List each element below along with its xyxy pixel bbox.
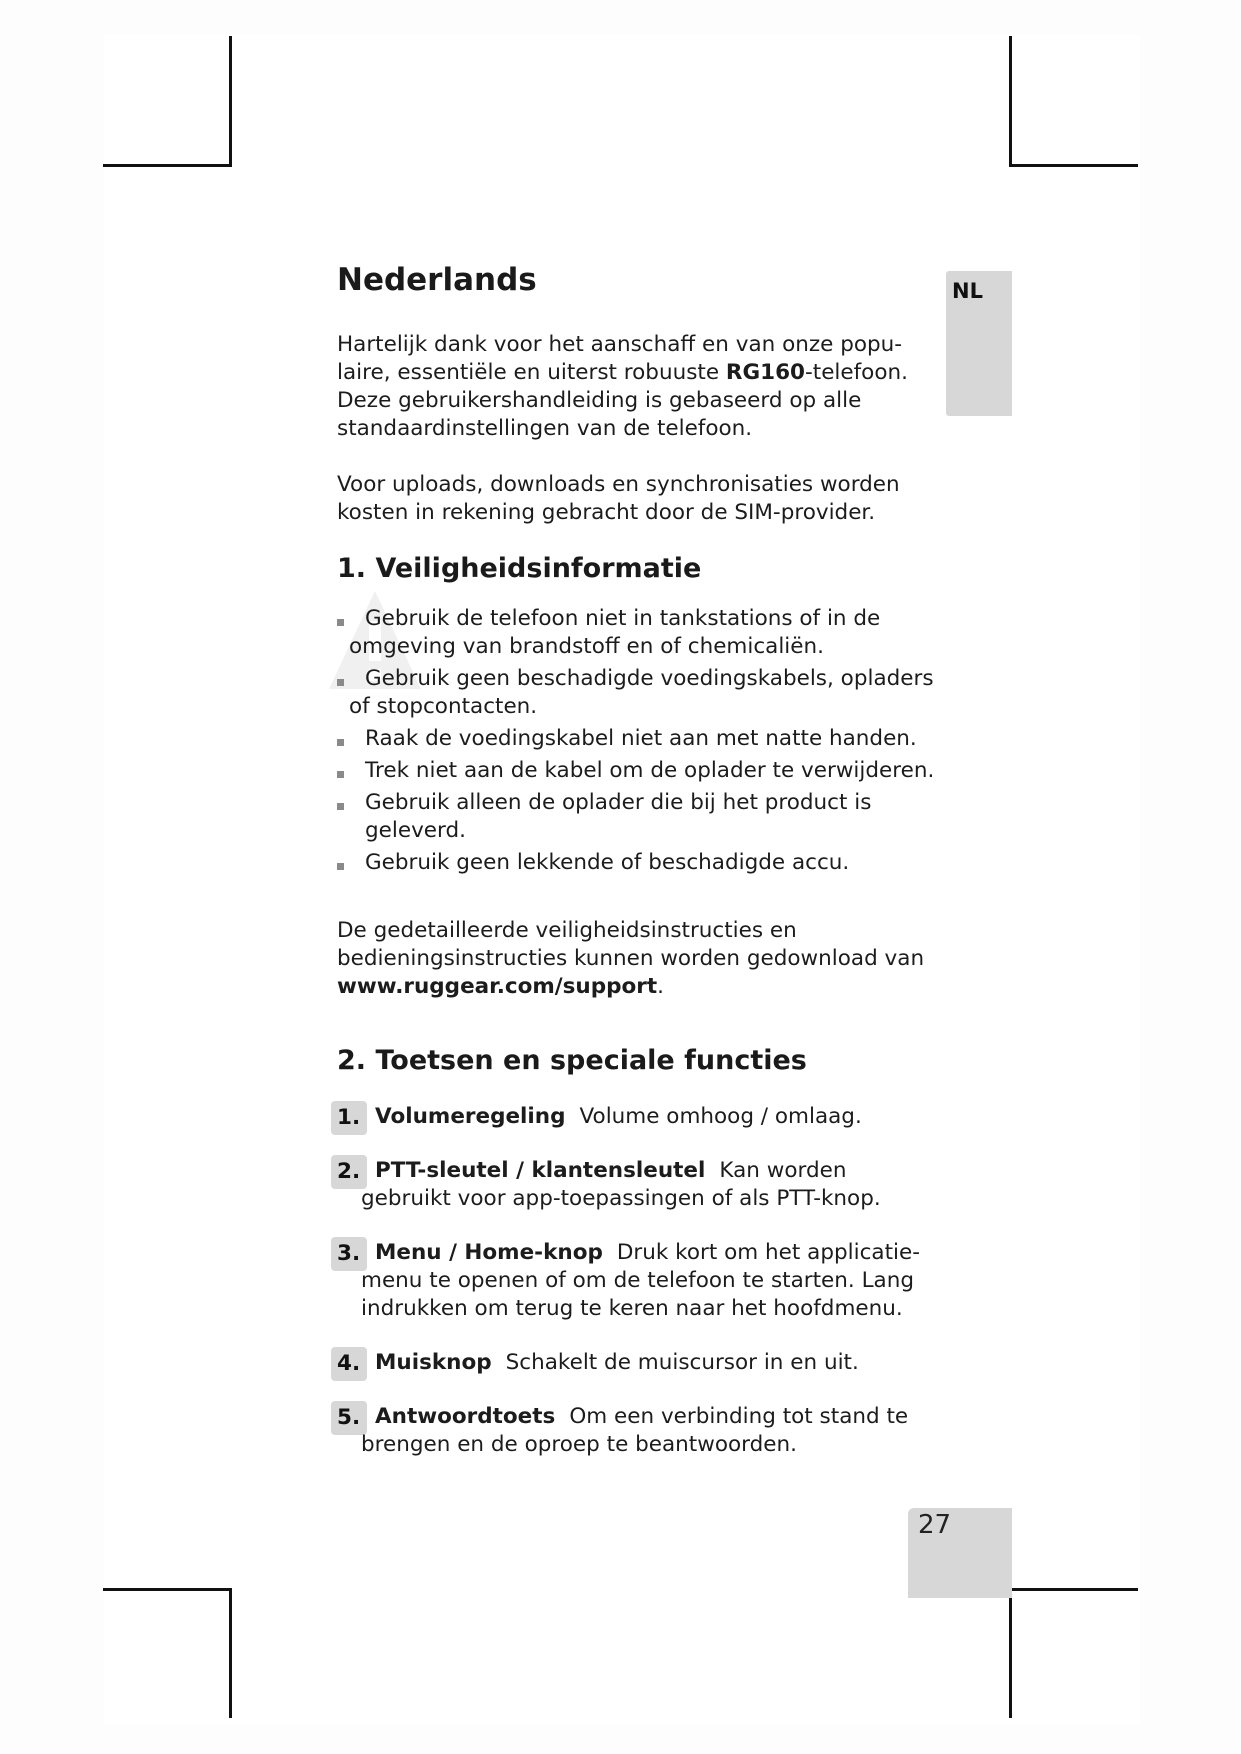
list-item: Trek niet aan de kabel om de oplader te verwijderen. xyxy=(337,757,937,785)
key-item-answer xyxy=(337,1403,937,1459)
bullet-icon xyxy=(337,863,344,870)
crop-mark-bottom-right-v xyxy=(1009,1588,1012,1718)
provider-paragraph: Voor uploads, downloads en synchronisaties worden kosten in rekening gebracht door de SIM-provider. xyxy=(337,472,900,525)
key-number-badge: 2. xyxy=(331,1155,367,1189)
bullet-icon xyxy=(337,771,344,778)
key-description: Kan worden gebruikt voor app-toepassingen of als PTT-knop. xyxy=(361,1158,881,1211)
key-description: Om een verbinding tot stand te brengen en de oproep te beantwoorden. xyxy=(361,1404,909,1457)
language-tab xyxy=(946,271,1012,416)
model-name: RG160 xyxy=(725,360,805,385)
key-number-badge: 1. xyxy=(331,1101,367,1135)
bullet-icon xyxy=(337,739,344,746)
list-item: Gebruik geen lekkende of beschadigde accu. xyxy=(337,849,937,877)
list-item: Gebruik de telefoon niet in tankstations of in de omgeving van brandstoff en of chemicaliën. xyxy=(337,605,937,661)
support-link[interactable]: www.ruggear.com/support xyxy=(337,974,658,999)
crop-mark-bottom-right-h xyxy=(1009,1588,1138,1591)
key-description: Schakelt de muiscursor in en uit. xyxy=(505,1350,859,1375)
key-name: PTT-sleutel / klantensleutel xyxy=(375,1158,706,1183)
section-heading-keys: 2. Toetsen en speciale functies xyxy=(337,1045,807,1076)
key-name: Volumeregeling xyxy=(375,1104,566,1129)
key-number-badge: 5. xyxy=(331,1401,367,1435)
main-content xyxy=(337,255,937,1485)
crop-mark-bottom-left-h xyxy=(103,1588,232,1591)
list-item: Gebruik geen beschadigde voedingskabels, opladers of stopcontacten. xyxy=(337,665,937,721)
language-tab-label: NL xyxy=(952,279,983,303)
intro-paragraph: Hartelijk dank voor het aanschaff en van onze popu-laire, essentiële en uiterst robuuste RG160-telefoon. Deze gebruikershandleiding is gebaseerd op alle standaardinstellingen van de telefoon. xyxy=(337,332,908,441)
crop-mark-top-left-h xyxy=(103,164,232,167)
safety-list xyxy=(337,605,937,877)
crop-mark-top-left-v xyxy=(229,36,232,166)
list-item: Raak de voedingskabel niet aan met natte handen. xyxy=(337,725,937,753)
page-number: 27 xyxy=(918,1510,952,1540)
bullet-icon xyxy=(337,619,344,626)
crop-mark-top-right-h xyxy=(1009,164,1138,167)
key-item-ptt xyxy=(337,1157,937,1213)
key-name: Menu / Home-knop xyxy=(375,1240,603,1265)
crop-mark-bottom-left-v xyxy=(229,1588,232,1718)
download-paragraph: De gedetailleerde veiligheidsinstructies en bedieningsinstructies kunnen worden gedownload van www.ruggear.com/support. xyxy=(337,918,925,999)
key-item-volume xyxy=(337,1103,937,1131)
section-heading-safety: 1. Veiligheidsinformatie xyxy=(337,553,702,584)
crop-mark-top-right-v xyxy=(1009,36,1012,166)
key-name: Antwoordtoets xyxy=(375,1404,556,1429)
key-name: Muisknop xyxy=(375,1350,492,1375)
key-number-badge: 4. xyxy=(331,1347,367,1381)
page-title: Nederlands xyxy=(337,262,537,298)
bullet-icon xyxy=(337,803,344,810)
list-item: Gebruik alleen de oplader die bij het product is geleverd. xyxy=(337,789,937,845)
key-item-menu-home xyxy=(337,1239,937,1323)
bullet-icon xyxy=(337,679,344,686)
keys-list xyxy=(337,1103,937,1459)
key-item-mouse xyxy=(337,1349,937,1377)
key-number-badge: 3. xyxy=(331,1237,367,1271)
key-description: Druk kort om het applicatie-menu te openen of om de telefoon te starten. Lang indrukken om terug te keren naar het hoofdmenu. xyxy=(361,1240,920,1321)
key-description: Volume omhoog / omlaag. xyxy=(579,1104,862,1129)
page-number-tab xyxy=(908,1508,1012,1598)
